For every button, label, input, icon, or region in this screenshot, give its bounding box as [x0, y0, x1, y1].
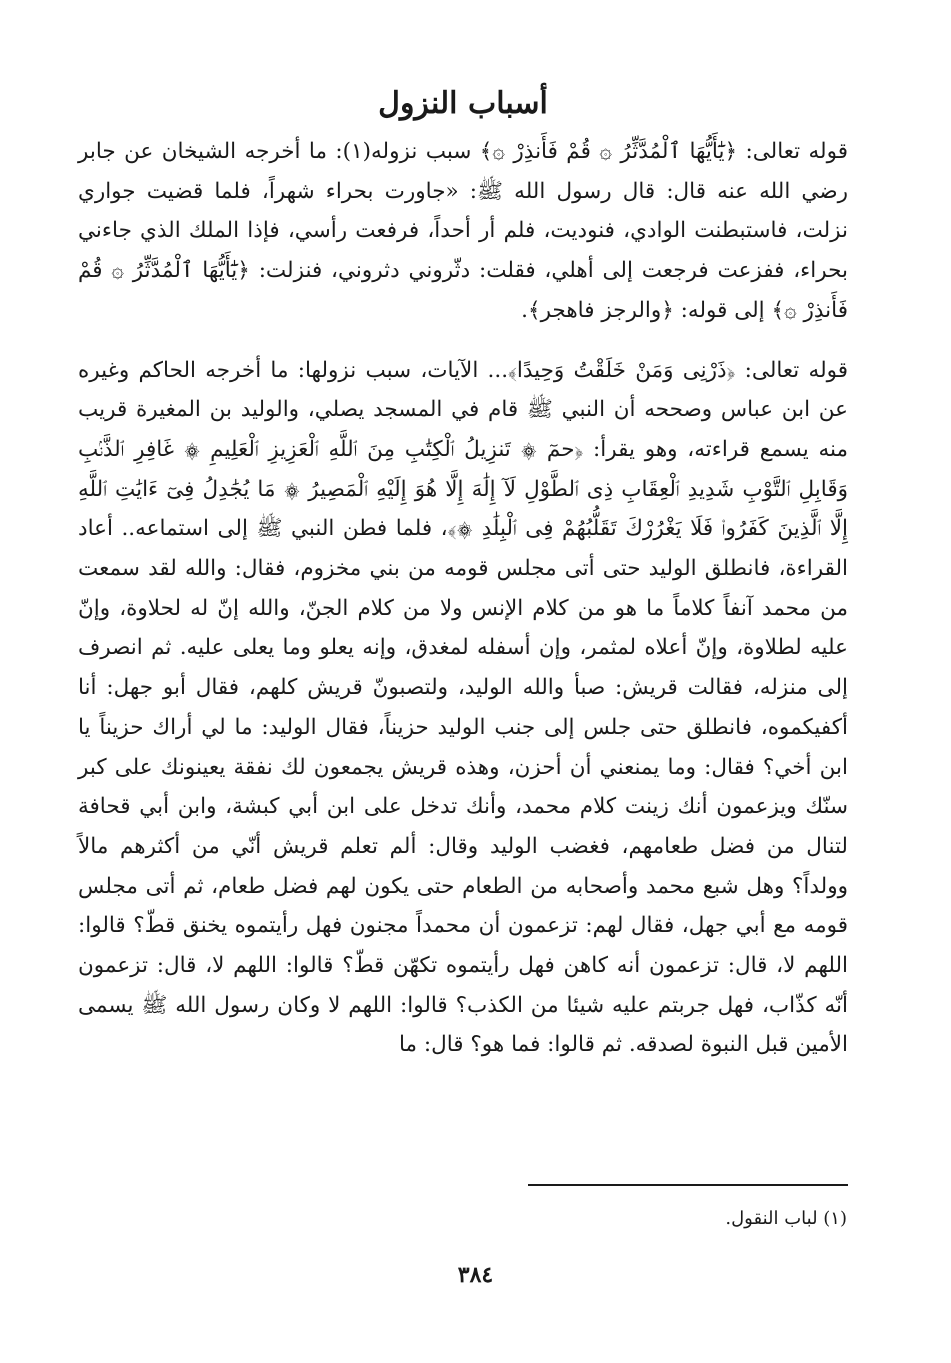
footnote: (١) لباب النقول. [725, 1208, 847, 1229]
page-title: أسباب النزول [378, 86, 548, 121]
footnote-divider [528, 1184, 848, 1186]
paragraph-al-muddaththir: قوله تعالى: ﴿يَٰٓأَيُّهَا ٱلْمُدَّثِّرُ ۞ قُمْ فَأَنذِرْ ۞﴾ سبب نزوله(١): ما أخرجه الشيخان عن جابر رضي الله عنه قال: قال رسول الله ﷺ: «جاورت بحراء شهراً، فلما قضيت جواري نزلت، فاستبطنت الوادي، فنوديت، فلم أر أحداً، فرفعت رأسي، فإذا الملك الذي جاءني بحراء، ففزعت فرجعت إلى أهلي، فقلت: دثّروني دثروني، فنزلت: ﴿يَٰٓأَيُّهَا ٱلْمُدَّثِّرُ ۞ قُمْ فَأَنذِرْ ۞﴾ إلى قوله: ﴿والرجز فاهجر﴾. [78, 139, 848, 323]
paragraph-dharni: قوله تعالى: ﴿ذَرْنِى وَمَنْ خَلَقْتُ وَحِيدًا﴾... الآيات، سبب نزولها: ما أخرجه الحاكم وغيره عن ابن عباس وصححه أن النبي ﷺ قام في المسجد يصلي، والوليد بن المغيرة قريب منه يسمع قراءته، وهو يقرأ: ﴿حمٓ ۞ تَنزِيلُ ٱلْكِتَٰبِ مِنَ ٱللَّهِ ٱلْعَزِيزِ ٱلْعَلِيمِ ۞ غَافِرِ ٱلذَّنۢبِ وَقَابِلِ ٱلتَّوْبِ شَدِيدِ ٱلْعِقَابِ ذِى ٱلطَّوْلِ لَآ إِلَٰهَ إِلَّا هُوَ إِلَيْهِ ٱلْمَصِيرُ ۞ مَا يُجَٰدِلُ فِىٓ ءَايَٰتِ ٱللَّهِ إِلَّا ٱلَّذِينَ كَفَرُوا۟ فَلَا يَغْرُرْكَ تَقَلُّبُهُمْ فِى ٱلْبِلَٰدِ ۞﴾، فلما فطن النبي ﷺ إلى استماعه.. أعاد القراءة، فانطلق الوليد حتى أتى مجلس قومه من بني مخزوم، فقال: والله لقد سمعت من محمد آنفاً كلاماً ما هو من كلام الإنس ولا من كلام الجنّ، والله إنّ له لحلاوة، وإنّ عليه لطلاوة، وإنّ أعلاه لمثمر، وإن أسفله لمغدق، وإنه يعلو وما يعلى عليه. ثم انصرف إلى منزله، فقالت قريش: صبأ والله الوليد، ولتصبونّ قريش كلهم، فقال أبو جهل: أنا أكفيكموه، فانطلق حتى جلس إلى جنب الوليد حزيناً، فقال الوليد: ما لي أراك حزيناً يا ابن أخي؟ فقال: وما يمنعني أن أحزن، وهذه قريش يجمعون لك نفقة يعينونك على كبر سنّك ويزعمون أنك زينت كلام محمد، وأنك تدخل على ابن أبي كبشة، وابن أبي قحافة لتنال من فضل طعامهم، فغضب الوليد وقال: ألم تعلم قريش أنّي من أكثرهم مالاً وولداً؟ وهل شبع محمد وأصحابه من الطعام حتى يكون لهم فضل طعام، ثم أتى مجلس قومه مع أبي جهل، فقال لهم: تزعمون أن محمداً مجنون فهل رأيتموه يخنق قطّ؟ قالوا: اللهم لا، قال: تزعمون أنه كاهن فهل رأيتموه تكهّن قطّ؟ قالوا: اللهم لا، قال: تزعمون أنّه كذّاب، فهل جربتم عليه شيئا من الكذب؟ قالوا: اللهم لا وكان رسول الله ﷺ يسمى الأمين قبل النبوة لصدقه. ثم قالوا: فما هو؟ قال: ما [78, 357, 848, 1058]
page-number: ٣٨٤ [457, 1262, 494, 1288]
page-body [78, 78, 848, 1065]
